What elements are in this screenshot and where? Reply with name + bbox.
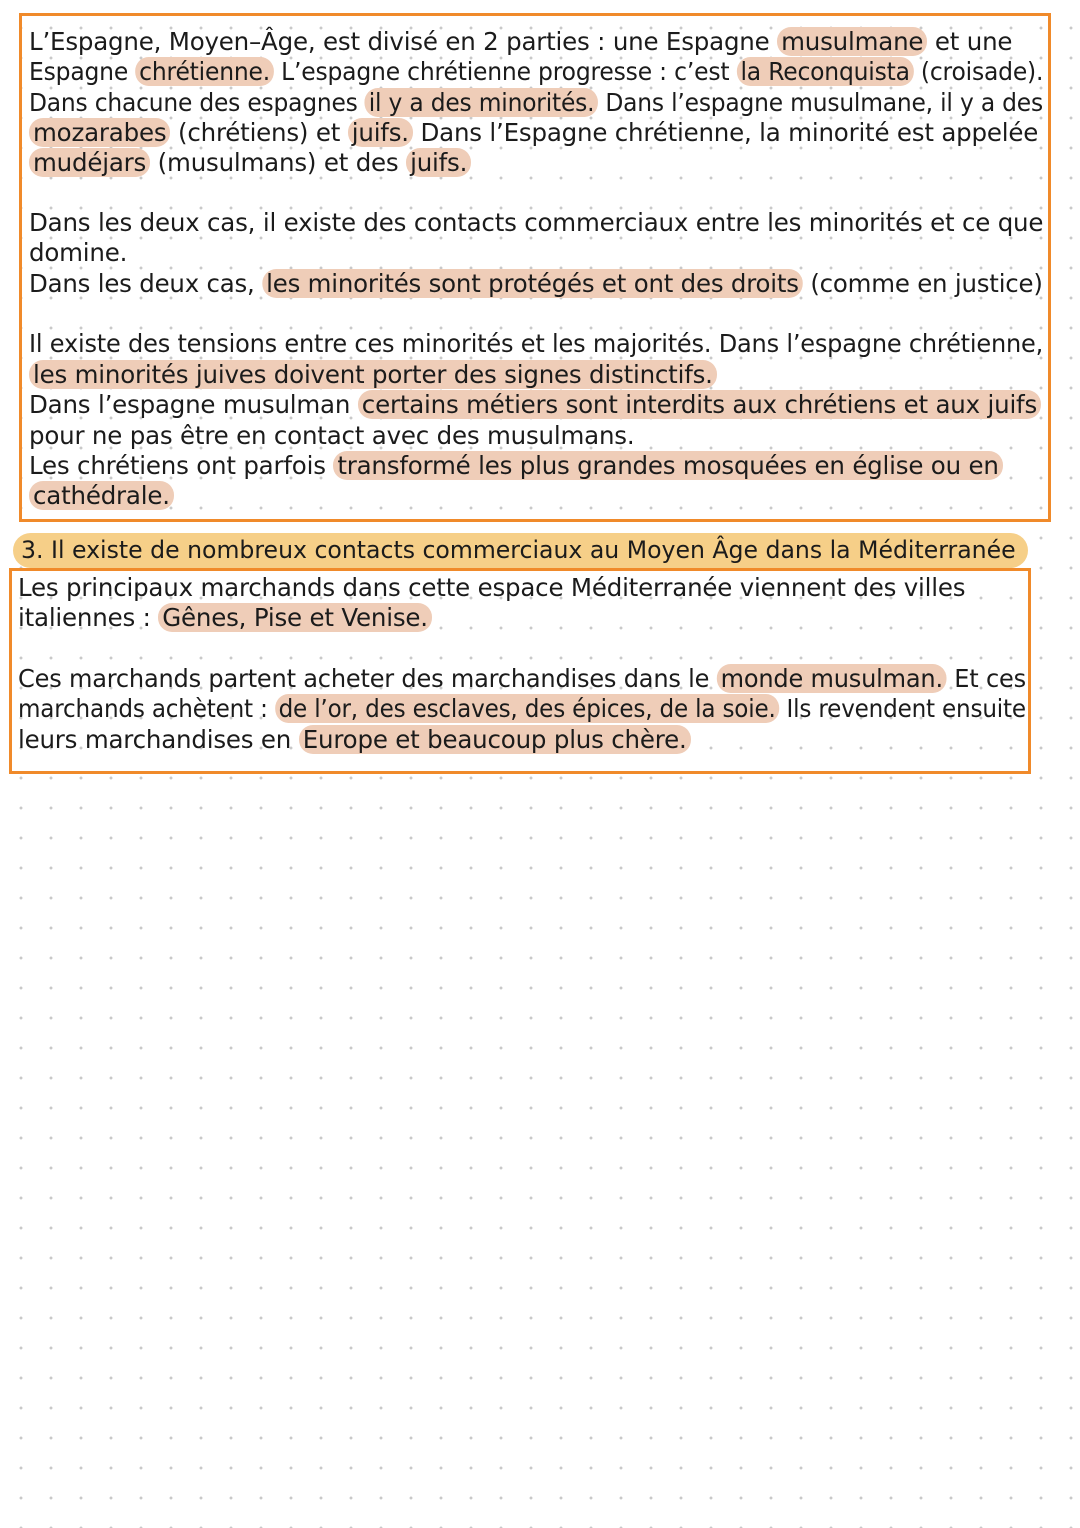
section-heading: 3. Il existe de nombreux contacts commerciaux au Moyen Âge dans la Méditerranée — [13, 533, 1028, 568]
plain-text: italiennes : — [18, 603, 159, 632]
plain-text: Les chrétiens ont parfois — [29, 451, 334, 480]
text-line — [29, 481, 174, 511]
text-line — [29, 451, 1003, 481]
text-line — [18, 603, 432, 633]
highlighted-text: juifs. — [348, 118, 413, 147]
plain-text: Ils revendent ensuite — [779, 694, 1026, 723]
plain-text: pour ne pas être en contact avec des musulmans. — [29, 421, 635, 450]
plain-text: Et ces — [946, 664, 1026, 693]
plain-text: domine. — [29, 238, 128, 267]
highlighted-text: chrétienne. — [135, 57, 274, 86]
highlighted-text: Gênes, Pise et Venise. — [158, 603, 432, 632]
plain-text: Dans les deux cas, il existe des contacts commerciaux entre les minorités et ce que — [29, 208, 1044, 237]
plain-text: Il existe des tensions entre ces minorités et les majorités. Dans l’espagne chrétienne, — [29, 329, 1044, 358]
plain-text: Dans les deux cas, — [29, 269, 263, 298]
text-line — [29, 238, 127, 268]
plain-text: et une — [927, 27, 1013, 56]
highlighted-text: cathédrale. — [29, 481, 174, 510]
plain-text: leurs marchandises en — [18, 725, 299, 754]
text-line — [29, 390, 1041, 420]
text-line — [29, 208, 1043, 238]
text-line — [29, 148, 471, 178]
text-line — [18, 725, 691, 755]
plain-text: (chrétiens) et — [170, 118, 348, 147]
text-line — [18, 573, 965, 603]
highlighted-text: les minorités sont protégés et ont des droits — [262, 269, 803, 298]
plain-text: (comme en justice) — [802, 269, 1043, 298]
plain-text: Espagne — [29, 57, 136, 86]
highlighted-text: mozarabes — [29, 118, 170, 147]
plain-text: Dans l’Espagne chrétienne, la minorité est appelée — [412, 118, 1039, 147]
plain-text: Ces marchands partent acheter des marchandises dans le — [18, 664, 717, 693]
highlighted-text: monde musulman. — [717, 664, 947, 693]
plain-text: L’espagne chrétienne progresse : c’est — [273, 57, 737, 86]
highlighted-text: la Reconquista — [737, 57, 914, 86]
highlighted-text: les minorités juives doivent porter des signes distinctifs. — [29, 360, 717, 389]
text-line — [29, 88, 1043, 118]
plain-text: marchands achètent : — [18, 694, 275, 723]
text-line — [29, 118, 1038, 148]
text-line — [29, 329, 1043, 359]
text-line — [29, 269, 1043, 299]
plain-text: Dans chacune des espagnes — [29, 88, 365, 117]
highlighted-text: certains métiers sont interdits aux chrétiens et aux juifs — [358, 390, 1041, 419]
highlighted-text: de l’or, des esclaves, des épices, de la soie. — [275, 694, 780, 723]
text-line — [18, 664, 1026, 694]
text-line — [29, 57, 1043, 87]
plain-text: Dans l’espagne musulmane, il y a des — [598, 88, 1043, 117]
highlighted-text: musulmane — [777, 27, 927, 56]
highlighted-text: mudéjars — [29, 148, 150, 177]
text-line — [18, 694, 1026, 724]
plain-text: (croisade). — [913, 57, 1044, 86]
highlighted-text: il y a des minorités. — [365, 88, 598, 117]
text-line — [29, 421, 634, 451]
plain-text: (musulmans) et des — [150, 148, 407, 177]
highlighted-text: juifs. — [406, 148, 471, 177]
plain-text: Les principaux marchands dans cette espace Méditerranée viennent des villes — [18, 573, 966, 602]
plain-text: L’Espagne, Moyen–Âge, est divisé en 2 parties : une Espagne — [29, 27, 778, 56]
text-line — [29, 360, 717, 390]
plain-text: Dans l’espagne musulman — [29, 390, 358, 419]
highlighted-text: transformé les plus grandes mosquées en église ou en — [333, 451, 1002, 480]
highlighted-text: Europe et beaucoup plus chère. — [299, 725, 691, 754]
text-line — [29, 27, 1012, 57]
